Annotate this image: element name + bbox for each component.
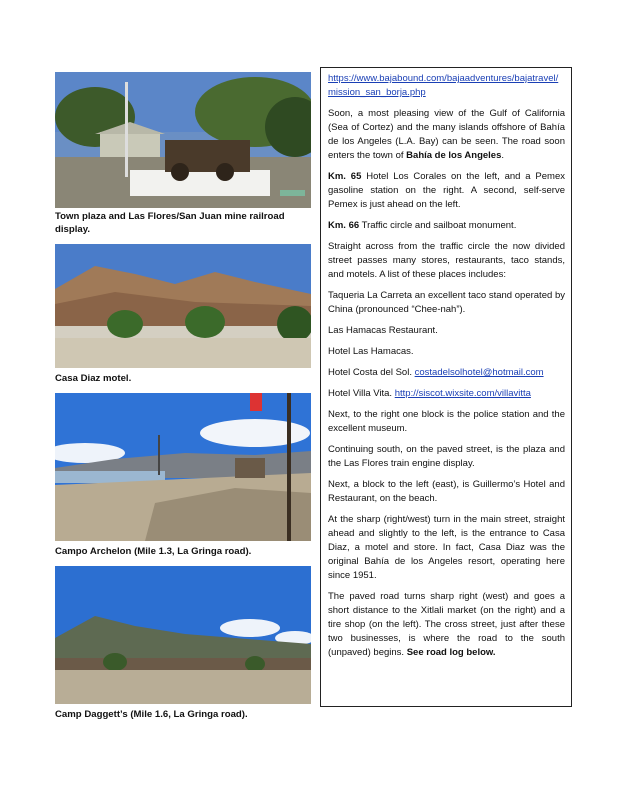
caption-campo-archelon: Campo Archelon (Mile 1.3, La Gringa road). xyxy=(55,546,252,557)
paragraph-gulf-view: Soon, a most pleasing view of the Gulf of California (Sea of Cortez) and the many islands offshore of Bahía de los Angeles (L.A. Bay) can be seen. The road soon enters the town of Bahía de los Angeles. xyxy=(328,108,565,161)
caption-town-plaza: Town plaza and Las Flores/San Juan mine railroad display. xyxy=(55,211,285,235)
paragraph-km65: Km. 65 Hotel Los Corales on the left, and a Pemex gasoline station on the right. A second, self-serve Pemex is just ahead on the left. xyxy=(328,171,566,210)
list-item-hamacas-restaurant: Las Hamacas Restaurant. xyxy=(328,325,438,336)
caption-camp-daggetts: Camp Daggett’s (Mile 1.6, La Gringa road). xyxy=(55,709,248,720)
villa-vita-link[interactable]: http://siscot.wixsite.com/villavitta xyxy=(394,388,531,399)
list-item-villa-vita: Hotel Villa Vita. http://siscot.wixsite.com/villavitta xyxy=(328,388,531,399)
road-log-text-box xyxy=(320,67,572,707)
paragraph-continuing-south: Continuing south, on the paved street, is the plaza and the Las Flores train engine display. xyxy=(328,444,565,469)
photo-campo-archelon xyxy=(55,393,311,541)
list-item-hamacas-hotel: Hotel Las Hamacas. xyxy=(328,346,414,357)
photo-camp-daggetts xyxy=(55,566,311,704)
paragraph-paved-road: The paved road turns sharp right (west) and goes a short distance to the Xitlali market (on the right) and a tire shop (on the left). The cross street, just after these two businesses, is where the road to the south (unpaved) begins. See road log below. xyxy=(328,591,565,658)
paragraph-police-station: Next, to the right one block is the police station and the excellent museum. xyxy=(328,409,565,434)
caption-casa-diaz: Casa Diaz motel. xyxy=(55,373,132,384)
paragraph-list-intro: Straight across from the traffic circle the now divided street passes many stores, restaurants, taco stands, and motels. A list of these places includes: xyxy=(328,241,565,280)
paragraph-casa-diaz: At the sharp (right/west) turn in the main street, straight ahead and slightly to the left, is the entrance to Casa Diaz, a motel and store. In fact, Casa Diaz was the original Bahía de los Angeles resort, operating here since 1951. xyxy=(328,514,565,581)
photo-casa-diaz xyxy=(55,244,311,368)
list-item-costa-del-sol: Hotel Costa del Sol. costadelsolhotel@hotmail.com xyxy=(328,367,544,378)
paragraph-km66: Km. 66 Traffic circle and sailboat monument. xyxy=(328,220,517,231)
costa-del-sol-email-link[interactable]: costadelsolhotel@hotmail.com xyxy=(414,367,544,378)
paragraph-guillermos: Next, a block to the left (east), is Guillermo’s Hotel and Restaurant, on the beach. xyxy=(328,479,565,504)
list-item-taqueria: Taqueria La Carreta an excellent taco stand operated by China (pronounced “Chee-nah”). xyxy=(328,290,565,315)
photo-town-plaza xyxy=(55,72,311,208)
bajabound-link[interactable]: https://www.bajabound.com/bajaadventures/bajatravel/mission_san_borja.php xyxy=(328,73,559,98)
